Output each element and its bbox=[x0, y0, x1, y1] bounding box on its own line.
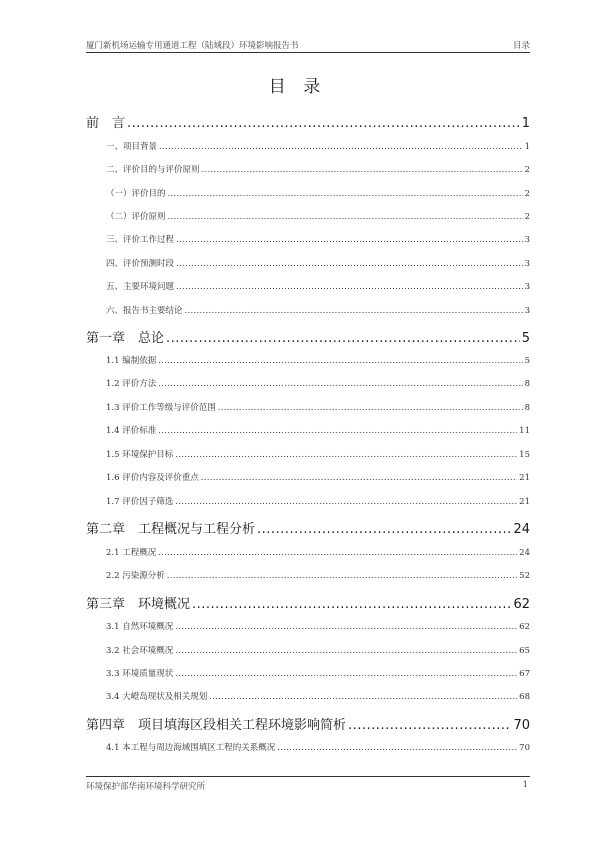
toc-dot-leader bbox=[209, 692, 517, 702]
toc-dot-leader bbox=[159, 142, 523, 152]
toc-entry-page: 65 bbox=[519, 646, 530, 656]
toc-entry-label: 2.1 工程概况 bbox=[106, 548, 157, 558]
toc-section-entry[interactable] bbox=[106, 233, 530, 245]
toc-section-entry[interactable] bbox=[106, 140, 530, 152]
toc-dot-leader bbox=[158, 356, 522, 366]
toc-entry-label: 4.1 本工程与周边海域围填区工程的关系概况 bbox=[106, 743, 276, 753]
toc-entry-label: 第二章 工程概况与工程分析 bbox=[86, 522, 256, 537]
toc-dot-leader bbox=[348, 718, 511, 733]
toc-entry-label: （二）评价原则 bbox=[106, 212, 166, 222]
toc-entry-page: 21 bbox=[519, 497, 530, 507]
toc-entry-page: 62 bbox=[513, 597, 530, 612]
toc-chapter-entry[interactable] bbox=[86, 714, 530, 733]
toc-entry-label: 3.2 社会环境概况 bbox=[106, 646, 174, 656]
toc-dot-leader bbox=[202, 165, 523, 175]
toc-entry-label: 第三章 环境概况 bbox=[86, 597, 191, 612]
toc-section-entry[interactable] bbox=[106, 667, 530, 679]
footer-organization: 环境保护部华南环境科学研究所 bbox=[86, 782, 206, 792]
toc-entry-page: 5 bbox=[521, 331, 530, 346]
toc-entry-label: 3.1 自然环境概况 bbox=[106, 622, 174, 632]
toc-entry-label: 第四章 项目填海区段相关工程环境影响简析 bbox=[86, 718, 347, 733]
toc-section-entry[interactable] bbox=[106, 210, 530, 222]
toc-entry-label: 第一章 总论 bbox=[86, 331, 165, 346]
toc-section-entry[interactable] bbox=[106, 187, 530, 199]
toc-section-entry[interactable] bbox=[106, 741, 530, 753]
toc-entry-label: 3.4 大嶝岛现状及相关规划 bbox=[106, 692, 208, 702]
toc-section-entry[interactable] bbox=[106, 280, 530, 292]
toc-entry-label: 2.2 污染源分析 bbox=[106, 571, 165, 581]
toc-entry-page: 3 bbox=[524, 259, 530, 269]
toc-dot-leader bbox=[185, 306, 523, 316]
toc-entry-label: 一、项目背景 bbox=[106, 142, 158, 152]
toc-section-entry[interactable] bbox=[106, 401, 530, 413]
toc-dot-leader bbox=[168, 212, 523, 222]
toc-entry-page: 68 bbox=[519, 692, 530, 702]
toc-entry-label: 1.4 评价标准 bbox=[106, 426, 157, 436]
toc-section-entry[interactable] bbox=[106, 163, 530, 175]
toc-entry-page: 70 bbox=[513, 718, 530, 733]
toc-dot-leader bbox=[175, 450, 517, 460]
toc-chapter-entry[interactable] bbox=[86, 518, 530, 537]
toc-entry-label: 三、评价工作过程 bbox=[106, 235, 175, 245]
toc-chapter-entry[interactable] bbox=[86, 327, 530, 346]
toc-section-entry[interactable] bbox=[106, 546, 530, 558]
toc-entry-label: （一）评价目的 bbox=[106, 189, 166, 199]
toc-dot-leader bbox=[192, 597, 511, 612]
toc-entry-page: 15 bbox=[519, 450, 530, 460]
footer-page-number: 1 bbox=[522, 780, 528, 790]
toc-entry-label: 1.2 评价方法 bbox=[106, 379, 157, 389]
toc-entry-label: 二、评价目的与评价原则 bbox=[106, 165, 200, 175]
toc-section-entry[interactable] bbox=[106, 448, 530, 460]
toc-section-entry[interactable] bbox=[106, 690, 530, 702]
toc-entry-page: 1 bbox=[524, 142, 530, 152]
toc-dot-leader bbox=[158, 548, 517, 558]
toc-entry-label: 六、报告书主要结论 bbox=[106, 306, 183, 316]
toc-entry-page: 2 bbox=[524, 165, 530, 175]
toc-entry-page: 8 bbox=[524, 403, 530, 413]
toc-entry-page: 3 bbox=[524, 235, 530, 245]
toc-section-entry[interactable] bbox=[106, 495, 530, 507]
toc-section-entry[interactable] bbox=[106, 644, 530, 656]
toc-section-entry[interactable] bbox=[106, 424, 530, 436]
toc-entry-page: 3 bbox=[524, 306, 530, 316]
toc-entry-label: 前 言 bbox=[86, 116, 126, 131]
toc-chapter-entry[interactable] bbox=[86, 112, 530, 131]
toc-dot-leader bbox=[127, 116, 520, 131]
toc-entry-page: 21 bbox=[519, 473, 530, 483]
toc-dot-leader bbox=[168, 189, 523, 199]
toc-entry-label: 3.3 环境质量现状 bbox=[106, 669, 174, 679]
header-document-title: 厦门新机场运输专用通道工程（陆域段）环境影响报告书 bbox=[86, 41, 299, 51]
toc-entry-page: 52 bbox=[519, 571, 530, 581]
toc-section-entry[interactable] bbox=[106, 377, 530, 389]
toc-entry-label: 1.5 环境保护目标 bbox=[106, 450, 174, 460]
toc-entry-page: 67 bbox=[519, 669, 530, 679]
toc-entry-page: 2 bbox=[524, 189, 530, 199]
toc-entry-label: 五、主要环境问题 bbox=[106, 282, 175, 292]
page-footer bbox=[86, 776, 530, 791]
toc-dot-leader bbox=[167, 571, 517, 581]
toc-entry-label: 四、评价预测时段 bbox=[106, 259, 175, 269]
toc-dot-leader bbox=[201, 473, 517, 483]
toc-dot-leader bbox=[257, 522, 511, 537]
toc-dot-leader bbox=[175, 669, 517, 679]
toc-dot-leader bbox=[176, 282, 523, 292]
toc-section-entry[interactable] bbox=[106, 620, 530, 632]
toc-dot-leader bbox=[158, 379, 522, 389]
toc-entry-page: 70 bbox=[519, 743, 530, 753]
toc-entry-page: 62 bbox=[519, 622, 530, 632]
toc-section-entry[interactable] bbox=[106, 354, 530, 366]
toc-entry-page: 24 bbox=[513, 522, 530, 537]
toc-section-entry[interactable] bbox=[106, 569, 530, 581]
toc-dot-leader bbox=[176, 259, 523, 269]
toc-chapter-entry[interactable] bbox=[86, 593, 530, 612]
toc-entry-label: 1.7 评价因子筛选 bbox=[106, 497, 174, 507]
toc-dot-leader bbox=[175, 646, 517, 656]
toc-dot-leader bbox=[175, 622, 517, 632]
toc-dot-leader bbox=[175, 497, 517, 507]
toc-dot-leader bbox=[158, 426, 517, 436]
page-title: 目 录 bbox=[268, 77, 327, 97]
toc-entry-page: 24 bbox=[519, 548, 530, 558]
toc-entry-page: 11 bbox=[519, 426, 530, 436]
toc-entry-page: 8 bbox=[524, 379, 530, 389]
toc-entry-page: 1 bbox=[521, 116, 530, 131]
toc-entry-label: 1.6 评价内容及评价重点 bbox=[106, 473, 199, 483]
toc-entry-page: 2 bbox=[524, 212, 530, 222]
header-section-label: 目录 bbox=[512, 41, 530, 51]
toc-section-entry[interactable] bbox=[106, 304, 530, 316]
toc-dot-leader bbox=[176, 235, 523, 245]
toc-entry-label: 1.3 评价工作等级与评价范围 bbox=[106, 403, 216, 413]
toc-section-entry[interactable] bbox=[106, 257, 530, 269]
toc-entry-label: 1.1 编制依据 bbox=[106, 356, 157, 366]
toc-section-entry[interactable] bbox=[106, 471, 530, 483]
page-header bbox=[86, 38, 530, 53]
toc-dot-leader bbox=[277, 743, 517, 753]
toc-entry-page: 3 bbox=[524, 282, 530, 292]
toc-dot-leader bbox=[166, 331, 520, 346]
toc-dot-leader bbox=[218, 403, 523, 413]
toc-entry-page: 5 bbox=[524, 356, 530, 366]
